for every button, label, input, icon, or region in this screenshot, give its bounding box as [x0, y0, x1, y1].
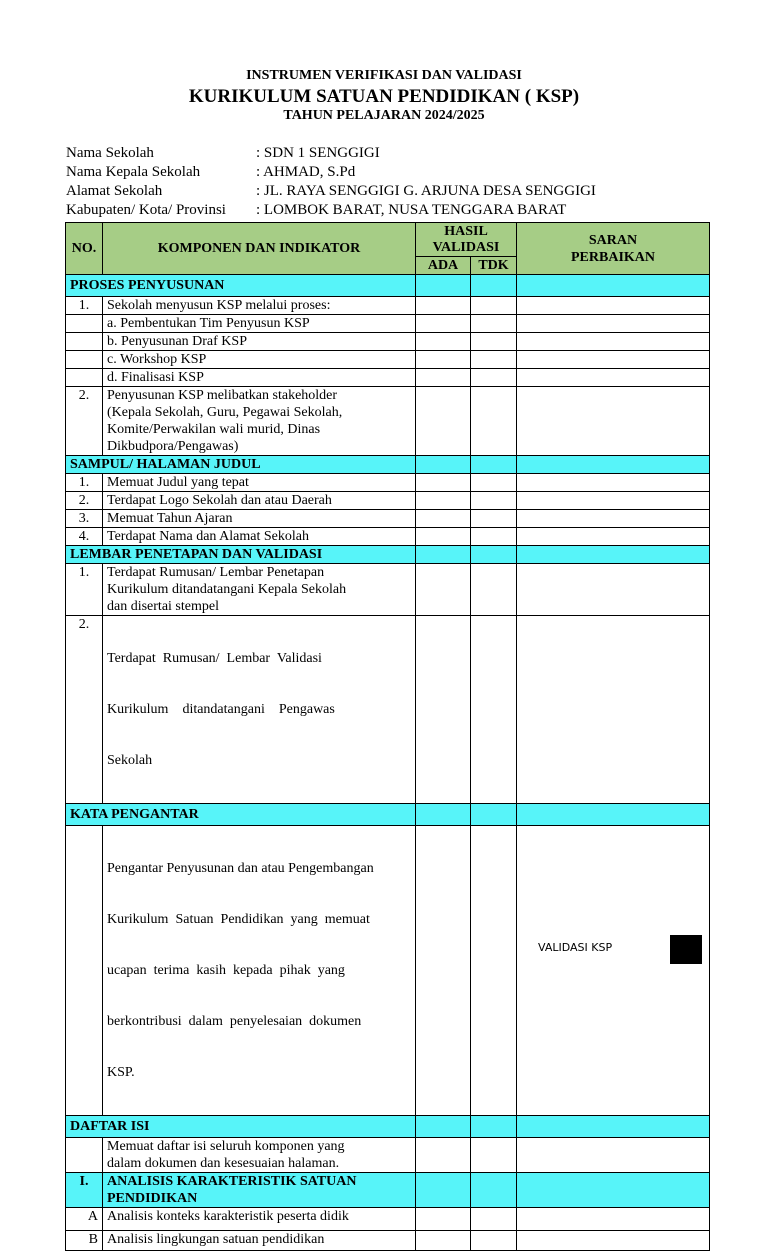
- indicator-text: [103, 1138, 416, 1173]
- info-alamat-sekolah: [66, 182, 706, 201]
- ada-cell[interactable]: [416, 564, 471, 616]
- indicator-text: Sekolah menyusun KSP melalui proses:: [103, 297, 416, 315]
- saran-cell[interactable]: [517, 474, 710, 492]
- section-row: [66, 456, 710, 474]
- section-kata-pengantar: KATA PENGANTAR: [66, 804, 416, 826]
- saran-cell[interactable]: [517, 492, 710, 510]
- table-row: [66, 1231, 710, 1251]
- section-number: I.: [66, 1173, 103, 1208]
- section-row: [66, 1116, 710, 1138]
- saran-cell[interactable]: [517, 1116, 710, 1138]
- saran-cell[interactable]: [517, 315, 710, 333]
- row-number: [66, 826, 103, 1116]
- indicator-line: Terdapat Rumusan/ Lembar Penetapan: [107, 565, 325, 580]
- saran-cell[interactable]: [517, 387, 710, 456]
- saran-cell[interactable]: [517, 333, 710, 351]
- info-kepala-sekolah: [66, 163, 706, 182]
- table-row: [66, 315, 710, 333]
- tdk-cell[interactable]: [471, 333, 517, 351]
- saran-cell[interactable]: [517, 1138, 710, 1173]
- tdk-cell[interactable]: [471, 546, 517, 564]
- table-row: [66, 826, 710, 1116]
- doc-title-line3: TAHUN PELAJARAN 2024/2025: [283, 108, 485, 123]
- tdk-cell[interactable]: [471, 492, 517, 510]
- tdk-cell[interactable]: [471, 1173, 517, 1208]
- row-number: B: [66, 1231, 103, 1251]
- tdk-cell[interactable]: [471, 456, 517, 474]
- indicator-line: Kurikulum ditandatangani Kepala Sekolah: [107, 582, 347, 597]
- ada-cell[interactable]: [416, 456, 471, 474]
- row-number: 2.: [66, 616, 103, 804]
- table-row: [66, 297, 710, 315]
- indicator-text: d. Finalisasi KSP: [103, 369, 416, 387]
- col-saran-header: [517, 223, 710, 275]
- tdk-cell[interactable]: [471, 387, 517, 456]
- info-label: Nama Kepala Sekolah: [66, 164, 201, 180]
- row-number: [66, 351, 103, 369]
- ada-cell[interactable]: [416, 546, 471, 564]
- section-analisis-karakteristik: [103, 1173, 416, 1208]
- row-number: 4.: [66, 528, 103, 546]
- indicator-line: Terdapat Rumusan/ Lembar Validasi: [107, 651, 322, 666]
- ada-cell[interactable]: [416, 275, 471, 297]
- ada-cell[interactable]: [416, 315, 471, 333]
- ada-cell[interactable]: [416, 492, 471, 510]
- col-tdk-header: TDK: [471, 257, 517, 275]
- table-row: [66, 492, 710, 510]
- indicator-line: (Kepala Sekolah, Guru, Pegawai Sekolah,: [107, 405, 343, 420]
- info-nama-sekolah: [66, 144, 706, 163]
- validation-table: [65, 222, 710, 1251]
- indicator-line: berkontribusi dalam penyelesaian dokumen: [107, 1014, 362, 1029]
- ada-cell[interactable]: [416, 528, 471, 546]
- row-number: 3.: [66, 510, 103, 528]
- tdk-cell[interactable]: [471, 275, 517, 297]
- row-number: 1.: [66, 474, 103, 492]
- table-row: [66, 1138, 710, 1173]
- ada-cell[interactable]: [416, 1138, 471, 1173]
- indicator-text: [103, 616, 416, 804]
- footer-label: VALIDASI KSP: [538, 941, 613, 954]
- saran-cell[interactable]: [517, 528, 710, 546]
- indicator-line: KSP.: [107, 1065, 135, 1080]
- tdk-cell[interactable]: [471, 1208, 517, 1231]
- table-row: [66, 369, 710, 387]
- info-value: : JL. RAYA SENGGIGI G. ARJUNA DESA SENGGIGI: [256, 183, 596, 199]
- saran-cell[interactable]: [517, 564, 710, 616]
- saran-cell[interactable]: [517, 297, 710, 315]
- table-row: [66, 1208, 710, 1231]
- section-line: ANALISIS KARAKTERISTIK SATUAN: [107, 1174, 357, 1189]
- indicator-text: [103, 387, 416, 456]
- tdk-cell[interactable]: [471, 474, 517, 492]
- saran-cell[interactable]: [517, 546, 710, 564]
- saran-cell[interactable]: [517, 275, 710, 297]
- ada-cell[interactable]: [416, 1208, 471, 1231]
- info-value: : LOMBOK BARAT, NUSA TENGGARA BARAT: [256, 202, 567, 218]
- indicator-line: ucapan terima kasih kepada pihak yang: [107, 963, 345, 978]
- info-value: : AHMAD, S.Pd: [256, 164, 356, 180]
- col-hasil-header: [416, 223, 517, 257]
- row-number: A: [66, 1208, 103, 1231]
- row-number: [66, 315, 103, 333]
- col-no-header: NO.: [66, 223, 103, 275]
- tdk-cell[interactable]: [471, 1116, 517, 1138]
- indicator-text: [103, 564, 416, 616]
- ada-cell[interactable]: [416, 297, 471, 315]
- indicator-line: Memuat daftar isi seluruh komponen yang: [107, 1139, 345, 1154]
- ada-cell[interactable]: [416, 1173, 471, 1208]
- table-row: [66, 387, 710, 456]
- saran-cell[interactable]: [517, 1173, 710, 1208]
- indicator-text: Memuat Judul yang tepat: [103, 474, 416, 492]
- indicator-line: Penyusunan KSP melibatkan stakeholder: [107, 388, 338, 403]
- indicator-line: Kurikulum Satuan Pendidikan yang memuat: [107, 912, 370, 927]
- saran-cell[interactable]: [517, 1231, 710, 1251]
- col-saran-line1: SARAN: [588, 232, 638, 248]
- ada-cell[interactable]: [416, 351, 471, 369]
- footer-page-box: [670, 935, 702, 964]
- section-row: [66, 275, 710, 297]
- tdk-cell[interactable]: [471, 804, 517, 826]
- saran-cell[interactable]: [517, 804, 710, 826]
- doc-title-line1: INSTRUMEN VERIFIKASI DAN VALIDASI: [246, 68, 522, 83]
- indicator-line: Dikbudpora/Pengawas): [107, 439, 239, 454]
- section-proses-penyusunan: PROSES PENYUSUNAN: [66, 275, 416, 297]
- row-number: 2.: [66, 492, 103, 510]
- section-row: [66, 1173, 710, 1208]
- ada-cell[interactable]: [416, 1116, 471, 1138]
- tdk-cell[interactable]: [471, 510, 517, 528]
- info-value: : SDN 1 SENGGIGI: [256, 145, 380, 161]
- ada-cell[interactable]: [416, 387, 471, 456]
- saran-cell[interactable]: [517, 369, 710, 387]
- info-label: Nama Sekolah: [66, 145, 154, 161]
- ada-cell[interactable]: [416, 369, 471, 387]
- indicator-text: c. Workshop KSP: [103, 351, 416, 369]
- indicator-text: Terdapat Nama dan Alamat Sekolah: [103, 528, 416, 546]
- indicator-text: Terdapat Logo Sekolah dan atau Daerah: [103, 492, 416, 510]
- tdk-cell[interactable]: [471, 1138, 517, 1173]
- ada-cell[interactable]: [416, 333, 471, 351]
- row-number: 1.: [66, 564, 103, 616]
- saran-cell[interactable]: [517, 456, 710, 474]
- saran-cell[interactable]: [517, 826, 710, 1116]
- saran-cell[interactable]: [517, 616, 710, 804]
- info-kabupaten: [66, 201, 706, 220]
- indicator-line: Komite/Perwakilan wali murid, Dinas: [107, 422, 321, 437]
- section-row: [66, 804, 710, 826]
- table-row: [66, 474, 710, 492]
- col-hasil-line1: HASIL: [444, 223, 488, 239]
- tdk-cell[interactable]: [471, 528, 517, 546]
- ada-cell[interactable]: [416, 1231, 471, 1251]
- indicator-text: Analisis lingkungan satuan pendidikan: [103, 1231, 416, 1251]
- section-row: [66, 546, 710, 564]
- row-number: 1.: [66, 297, 103, 315]
- indicator-line: Sekolah: [107, 753, 153, 768]
- saran-cell[interactable]: [517, 510, 710, 528]
- row-number: [66, 1138, 103, 1173]
- ada-cell[interactable]: [416, 804, 471, 826]
- section-sampul: SAMPUL/ HALAMAN JUDUL: [66, 456, 416, 474]
- indicator-text: b. Penyusunan Draf KSP: [103, 333, 416, 351]
- indicator-text: [103, 826, 416, 1116]
- tdk-cell[interactable]: [471, 297, 517, 315]
- indicator-line: dalam dokumen dan kesesuaian halaman.: [107, 1156, 340, 1171]
- row-number: [66, 333, 103, 351]
- col-hasil-line2: VALIDASI: [432, 239, 500, 255]
- info-label: Alamat Sekolah: [66, 183, 163, 199]
- saran-cell[interactable]: [517, 1208, 710, 1231]
- saran-cell[interactable]: [517, 351, 710, 369]
- doc-title-line2: KURIKULUM SATUAN PENDIDIKAN ( KSP): [188, 86, 580, 107]
- tdk-cell[interactable]: [471, 1231, 517, 1251]
- table-header-row: [66, 223, 710, 257]
- ada-cell[interactable]: [416, 510, 471, 528]
- ada-cell[interactable]: [416, 826, 471, 1116]
- col-komponen-header: KOMPONEN DAN INDIKATOR: [103, 223, 416, 275]
- section-daftar-isi: DAFTAR ISI: [66, 1116, 416, 1138]
- table-row: [66, 564, 710, 616]
- table-row: [66, 528, 710, 546]
- tdk-cell[interactable]: [471, 315, 517, 333]
- tdk-cell[interactable]: [471, 616, 517, 804]
- row-number: 2.: [66, 387, 103, 456]
- table-row: [66, 351, 710, 369]
- table-row: [66, 333, 710, 351]
- indicator-line: dan disertai stempel: [107, 599, 219, 614]
- ada-cell[interactable]: [416, 474, 471, 492]
- indicator-text: Memuat Tahun Ajaran: [103, 510, 416, 528]
- indicator-line: Kurikulum ditandatangani Pengawas: [107, 702, 335, 717]
- tdk-cell[interactable]: [471, 564, 517, 616]
- indicator-text: a. Pembentukan Tim Penyusun KSP: [103, 315, 416, 333]
- col-ada-header: ADA: [416, 257, 471, 275]
- indicator-text: Analisis konteks karakteristik peserta didik: [103, 1208, 416, 1231]
- ada-cell[interactable]: [416, 616, 471, 804]
- tdk-cell[interactable]: [471, 369, 517, 387]
- info-label: Kabupaten/ Kota/ Provinsi: [66, 202, 226, 218]
- section-lembar-penetapan: LEMBAR PENETAPAN DAN VALIDASI: [66, 546, 416, 564]
- col-saran-line2: PERBAIKAN: [571, 249, 656, 265]
- table-row: [66, 616, 710, 804]
- section-line: PENDIDIKAN: [107, 1191, 198, 1206]
- table-row: [66, 510, 710, 528]
- tdk-cell[interactable]: [471, 826, 517, 1116]
- row-number: [66, 369, 103, 387]
- indicator-line: Pengantar Penyusunan dan atau Pengembangan: [107, 861, 374, 876]
- tdk-cell[interactable]: [471, 351, 517, 369]
